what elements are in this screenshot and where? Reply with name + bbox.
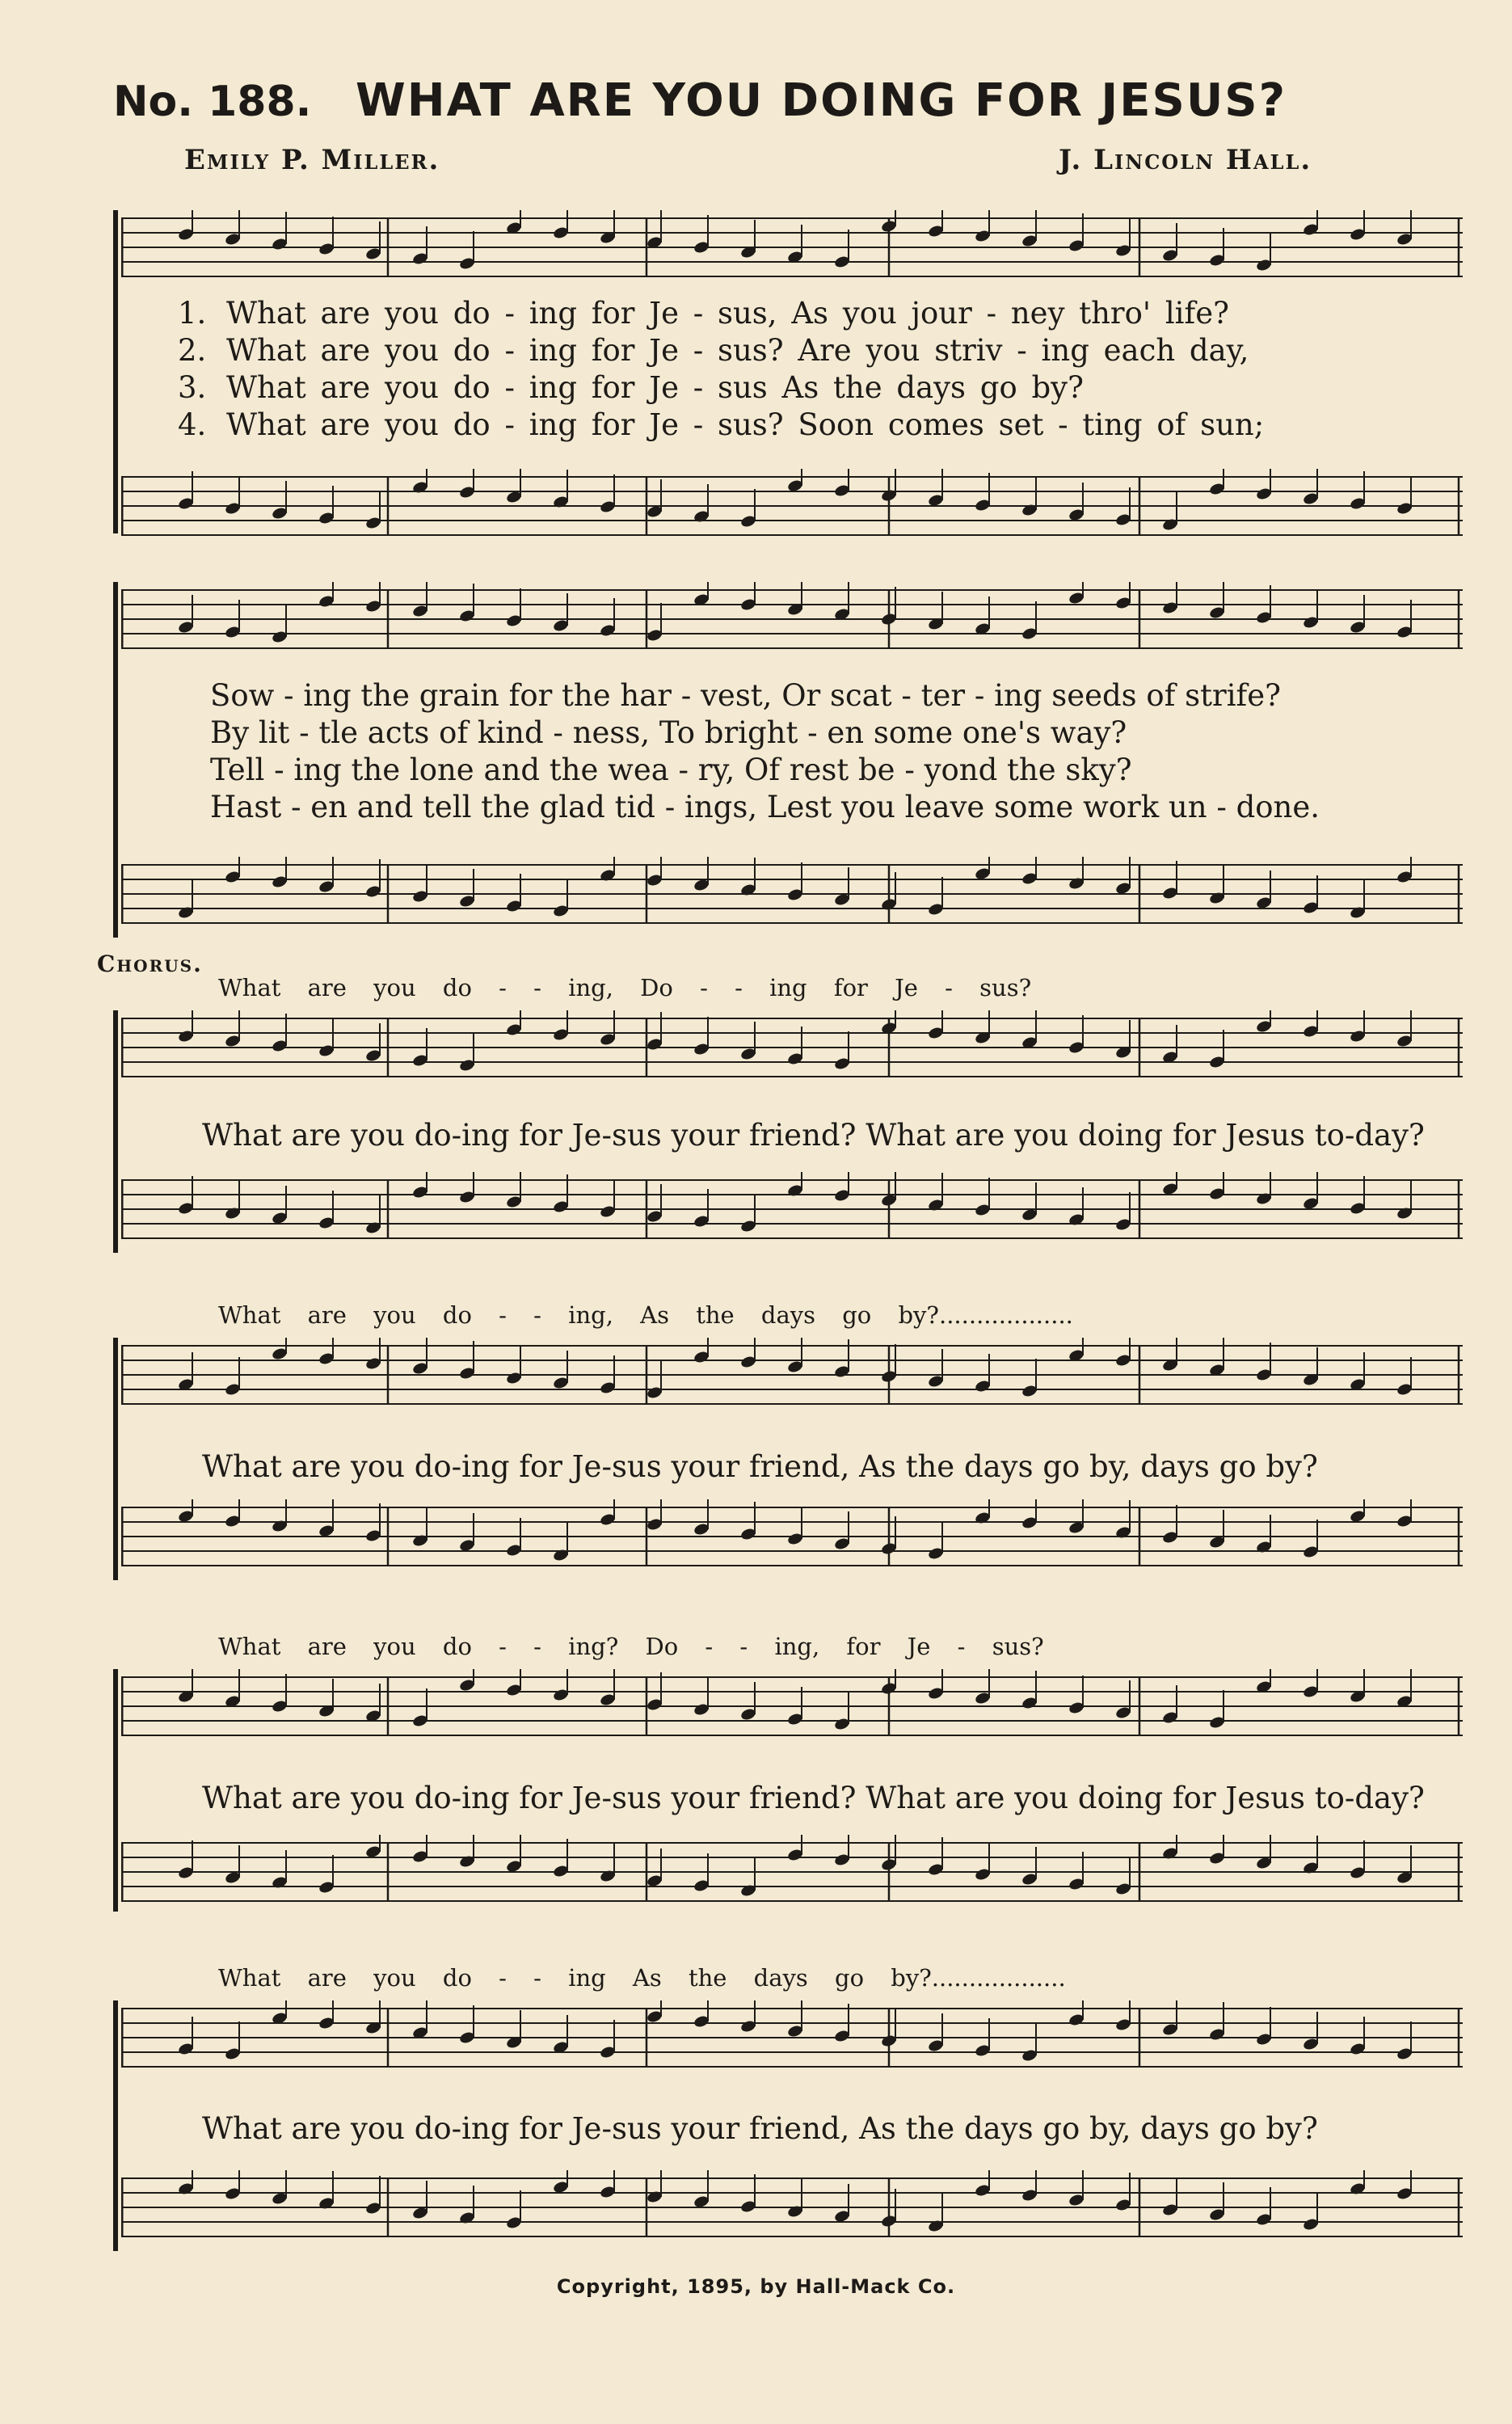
bass-staff	[121, 2170, 1471, 2251]
copyright-notice: Copyright, 1895, by Hall-Mack Co.	[556, 2275, 956, 2298]
system-brace	[113, 1010, 118, 1253]
hymn-number: No. 188.	[113, 78, 312, 126]
verse-4-line-2: Hast - en and tell the glad tid - ings, Lest you leave some work un - done.	[210, 790, 1320, 824]
bass-staff	[121, 469, 1471, 550]
chorus-system-1	[121, 974, 1471, 1257]
chorus-upper-lyric-1: What are you do - - ing, Do - - ing for Je - sus?	[218, 974, 1032, 1001]
composer-credit: J. Lincoln Hall.	[1059, 144, 1312, 176]
treble-staff	[121, 1669, 1471, 1750]
title-row	[113, 74, 1438, 142]
bass-staff	[121, 857, 1471, 938]
chorus-system-4	[121, 1964, 1471, 2263]
system-brace	[113, 582, 118, 938]
chorus-lower-lyric-2: What are you do-ing for Je-sus your friend, As the days go by, days go by?	[202, 1449, 1318, 1484]
verse-lines-a	[178, 295, 1487, 444]
verse-3-line-2: Tell - ing the lone and the wea - ry, Of rest be - yond the sky?	[210, 752, 1132, 787]
verse-4-line-1: 4. What are you do - ing for Je - sus? Soon comes set - ting of sun;	[178, 407, 1265, 442]
chorus-label: Chorus.	[97, 951, 203, 977]
treble-staff	[121, 1010, 1471, 1091]
treble-staff	[121, 210, 1471, 291]
chorus-upper-lyric-4: What are you do - - ing As the days go by?..................	[218, 1964, 1066, 1992]
treble-staff	[121, 582, 1471, 663]
music-system-1	[121, 194, 1471, 542]
verse-2-line-2: By lit - tle acts of kind - ness, To bright - en some one's way?	[210, 715, 1127, 750]
system-brace	[113, 2000, 118, 2251]
chorus-lower-lyric-1: What are you do-ing for Je-sus your friend? What are you doing for Jesus to-day?	[202, 1118, 1425, 1153]
bass-staff	[121, 1499, 1471, 1580]
treble-staff	[121, 2000, 1471, 2081]
verse-lines-b	[210, 677, 1512, 826]
bass-staff	[121, 1835, 1471, 1916]
chorus-lower-lyric-4: What are you do-ing for Je-sus your friend, As the days go by, days go by?	[202, 2111, 1318, 2146]
chorus-system-2	[121, 1301, 1471, 1592]
music-system-2	[121, 566, 1471, 954]
verse-3-line-1: 3. What are you do - ing for Je - sus As the days go by?	[178, 370, 1084, 405]
chorus-system-3	[121, 1633, 1471, 1924]
verse-1-line-1: 1. What are you do - ing for Je - sus, As you jour - ney thro' life?	[178, 296, 1229, 331]
verse-1-line-2: Sow - ing the grain for the har - vest, Or scat - ter - ing seeds of strife?	[210, 678, 1281, 713]
chorus-upper-lyric-2: What are you do - - ing, As the days go by?..................	[218, 1301, 1073, 1329]
verse-2-line-1: 2. What are you do - ing for Je - sus? Are you striv - ing each day,	[178, 333, 1249, 368]
system-brace	[113, 1338, 118, 1580]
bass-staff	[121, 1172, 1471, 1253]
chorus-lower-lyric-3: What are you do-ing for Je-sus your friend? What are you doing for Jesus to-day?	[202, 1781, 1425, 1815]
system-brace	[113, 1669, 118, 1912]
treble-staff	[121, 1338, 1471, 1419]
chorus-upper-lyric-3: What are you do - - ing? Do - - ing, for Je - sus?	[218, 1633, 1044, 1660]
system-brace	[113, 210, 118, 533]
hymn-title: WHAT ARE YOU DOING FOR JESUS?	[356, 74, 1287, 127]
author-credit: Emily P. Miller.	[184, 144, 440, 176]
